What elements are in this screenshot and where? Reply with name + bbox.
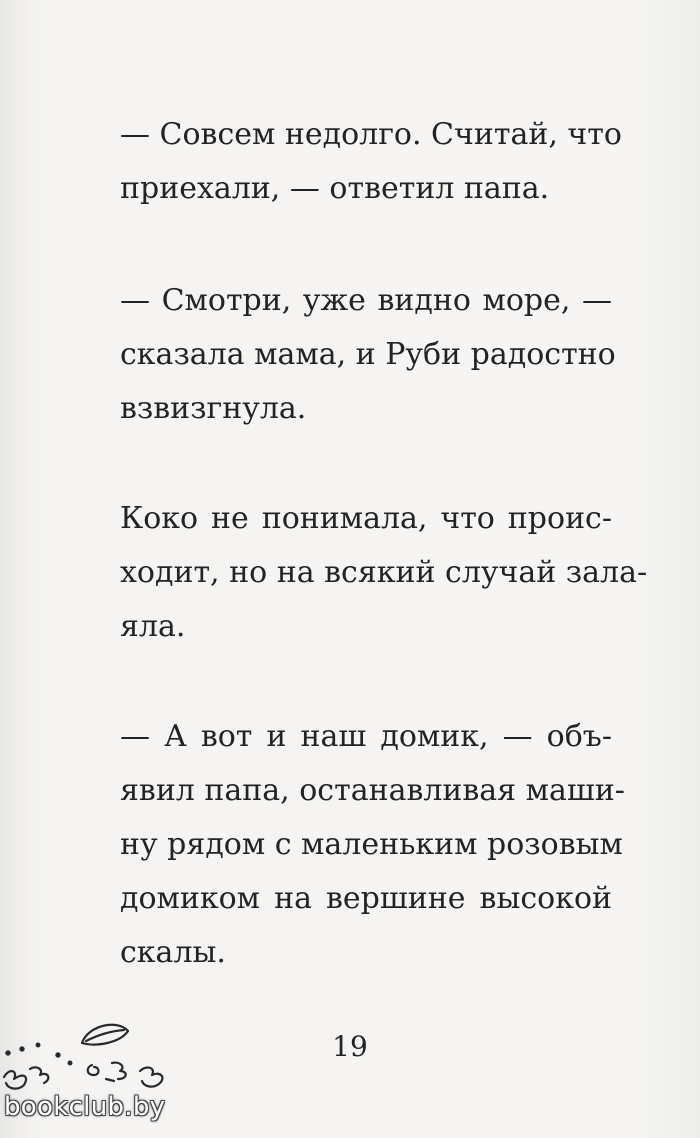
text-line: — А вот и наш домик, — объ- [120,719,612,754]
watermark: bookclub.by [4,1092,166,1122]
text-line: ну рядом с маленьким розовым [120,827,623,862]
text-line: явил папа, останавливая маши- [120,773,625,808]
page-number: 19 [332,1030,368,1063]
text-line: скалы. [120,935,226,970]
paragraph-1 [120,108,622,216]
text-line: — Совсем недолго. Считай, что [120,117,622,152]
text-line: домиком на вершине высокой [120,881,612,916]
paragraph-2 [120,274,616,436]
text-line: Коко не понимала, что проис- [120,501,612,536]
text-line: взвизгнула. [120,391,307,426]
text-line: яла. [120,609,186,644]
text-line: — Смотри, уже видно море, — [120,283,612,318]
text-line: сказала мама, и Руби радостно [120,337,616,372]
paragraph-4 [120,710,625,980]
text-line: ходит, но на всякий случай зала- [120,555,648,590]
paragraph-3 [120,492,648,654]
text-line: приехали, — ответил папа. [120,171,550,206]
doodle-illustration [0,1005,200,1105]
